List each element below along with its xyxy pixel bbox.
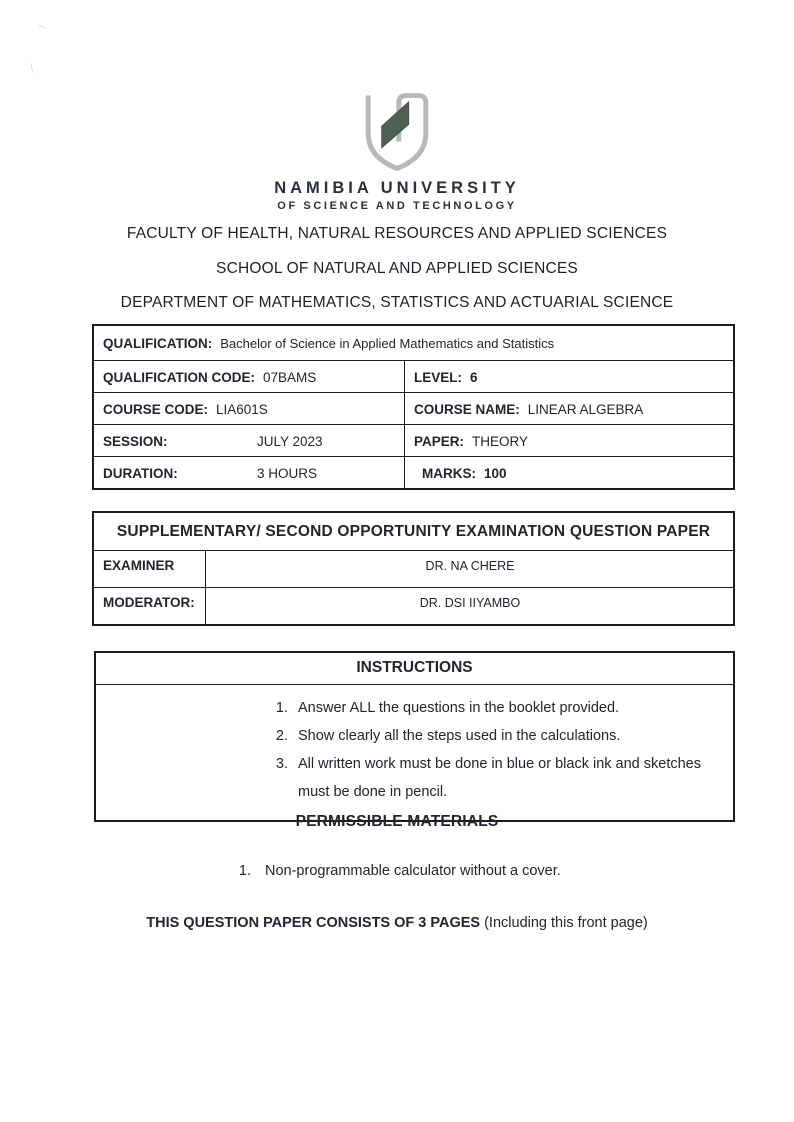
permissible-materials-list [235, 860, 561, 882]
session-cell [94, 425, 405, 456]
scan-artifact [30, 62, 37, 74]
paper-label: PAPER: [414, 433, 465, 449]
duration-value: 3 HOURS [257, 465, 318, 481]
marks-cell [405, 457, 733, 488]
table-row [94, 550, 733, 587]
university-name: NAMIBIA UNIVERSITY [274, 179, 520, 197]
page-count-note [0, 915, 794, 931]
page-count-normal: (Including this front page) [480, 915, 648, 931]
session-label: SESSION: [103, 433, 168, 449]
qualification-value: Bachelor of Science in Applied Mathematics and Statistics [220, 336, 555, 351]
qualification-code-cell [94, 361, 405, 392]
instructions-title: INSTRUCTIONS [96, 653, 733, 685]
table-row [94, 587, 733, 624]
qualification-cell [94, 326, 733, 360]
moderator-label: MODERATOR: [94, 588, 206, 624]
marks-value: 100 [484, 465, 507, 481]
duration-cell [94, 457, 405, 488]
exam-paper-table [92, 511, 735, 626]
marks-label: MARKS: [422, 465, 476, 481]
school-heading: SCHOOL OF NATURAL AND APPLIED SCIENCES [216, 260, 578, 277]
nust-shield-icon [352, 90, 442, 174]
qualification-code-label: QUALIFICATION CODE: [103, 369, 255, 385]
paper-cell [405, 425, 733, 456]
exam-paper-title: SUPPLEMENTARY/ SECOND OPPORTUNITY EXAMINATION QUESTION PAPER [116, 522, 711, 540]
qualification-code-value: 07BAMS [263, 369, 317, 385]
level-cell [405, 361, 733, 392]
examiner-label: EXAMINER [94, 551, 206, 587]
course-code-cell [94, 393, 405, 424]
table-row [94, 360, 733, 392]
instructions-list [292, 694, 705, 806]
examiner-value: DR. NA CHERE [425, 559, 515, 573]
level-label: LEVEL: [414, 369, 463, 385]
paper-value: THEORY [472, 433, 529, 449]
course-code-label: COURSE CODE: [103, 401, 209, 417]
university-subtitle: OF SCIENCE AND TECHNOLOGY [277, 200, 517, 212]
scan-artifact [38, 25, 46, 29]
course-code-value: LIA601S [216, 401, 268, 417]
instructions-box [94, 651, 735, 822]
table-row [94, 424, 733, 456]
course-info-table [92, 324, 735, 490]
instruction-item: 3. All written work must be done in blue or black ink and sketches must be done in pencil. [292, 750, 705, 806]
session-value: JULY 2023 [257, 433, 323, 449]
material-item: 1. Non-programmable calculator without a cover. [255, 860, 561, 882]
table-row [94, 456, 733, 488]
qualification-label: QUALIFICATION: [103, 336, 213, 351]
duration-label: DURATION: [103, 465, 178, 481]
course-name-value: LINEAR ALGEBRA [527, 401, 644, 417]
page-count-bold: THIS QUESTION PAPER CONSISTS OF 3 PAGES [146, 915, 481, 931]
table-row [94, 392, 733, 424]
instruction-item: 2. Show clearly all the steps used in the calculations. [292, 722, 705, 750]
moderator-value: DR. DSI IIYAMBO [419, 596, 521, 610]
table-row [94, 326, 733, 360]
department-heading: DEPARTMENT OF MATHEMATICS, STATISTICS AND ACTUARIAL SCIENCE [120, 294, 674, 311]
faculty-heading: FACULTY OF HEALTH, NATURAL RESOURCES AND APPLIED SCIENCES [126, 225, 668, 242]
course-name-label: COURSE NAME: [414, 401, 520, 417]
university-logo [0, 90, 794, 179]
instruction-item: 1. Answer ALL the questions in the booklet provided. [292, 694, 705, 722]
permissible-materials-title: PERMISSIBLE MATERIALS [295, 813, 499, 830]
level-value: 6 [470, 369, 478, 385]
course-name-cell [405, 393, 733, 424]
